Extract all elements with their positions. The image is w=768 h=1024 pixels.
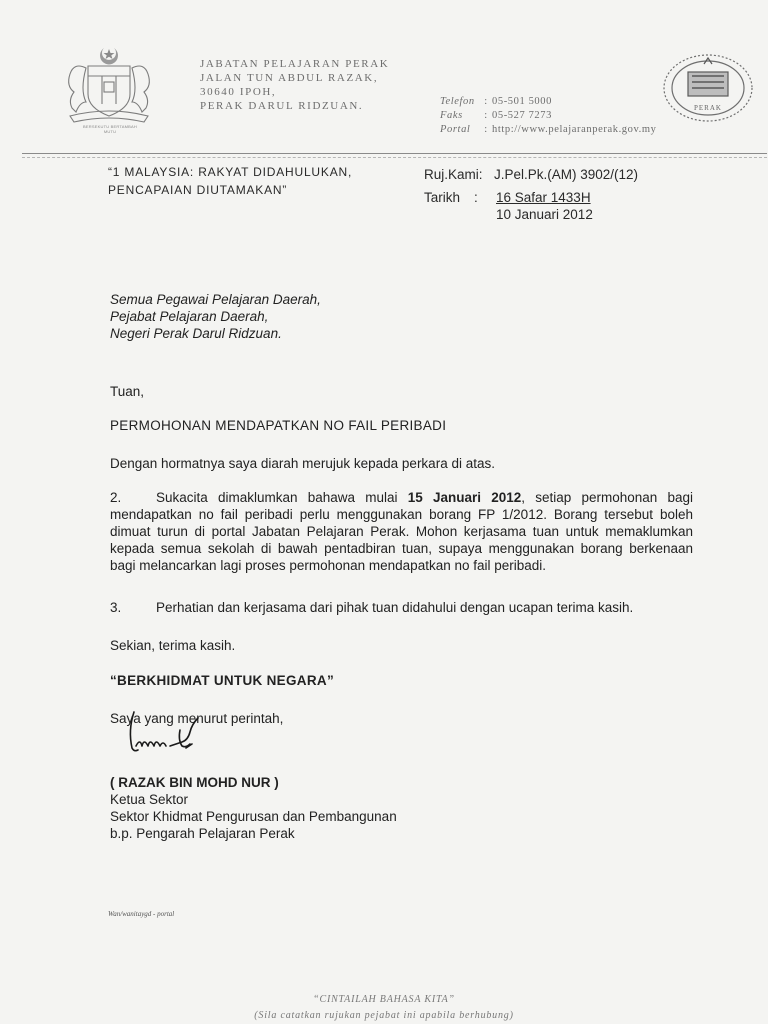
- contact-telefon: Telefon : 05-501 5000: [440, 96, 552, 107]
- recipient-line-3: Negeri Perak Darul Ridzuan.: [110, 326, 282, 341]
- contact-faks: Faks : 05-527 7273: [440, 110, 552, 121]
- letterhead-divider: [22, 153, 767, 154]
- tarikh-masihi: 10 Januari 2012: [496, 207, 593, 222]
- recipient-block: [110, 291, 321, 342]
- paragraph-3-number: 3.: [110, 600, 122, 615]
- tarikh-label: Tarikh: [424, 190, 461, 205]
- paragraph-2: [110, 489, 693, 574]
- letterhead-contact: [440, 95, 657, 137]
- letterhead-divider-dashed: [22, 157, 767, 158]
- ruj-label: Ruj.Kami:: [424, 167, 483, 182]
- signatory-title-2: Sektor Khidmat Pengurusan dan Pembangunan: [110, 809, 397, 824]
- service-motto: “BERKHIDMAT UNTUK NEGARA”: [110, 673, 334, 688]
- signatory-block: [110, 774, 397, 842]
- faks-value: 05-527 7273: [492, 110, 552, 121]
- signatory-name: ( RAZAK BIN MOHD NUR ): [110, 775, 279, 790]
- ruj-value: J.Pel.Pk.(AM) 3902/(12): [494, 167, 639, 182]
- paragraph-2-text-before: Sukacita dimaklumkan bahawa mulai: [156, 490, 408, 505]
- contact-portal: Portal : http://www.pelajaranperak.gov.my: [440, 124, 657, 135]
- sign-off: Saya yang menurut perintah,: [110, 711, 284, 726]
- footer-line-1: “CINTAILAH BAHASA KITA”: [313, 994, 455, 1005]
- emblem-caption: BERSEKUTU BERTAMBAH MUTU: [83, 124, 137, 134]
- paragraph-3: [110, 599, 633, 616]
- portal-value: http://www.pelajaranperak.gov.my: [492, 124, 657, 135]
- tarikh-row: [424, 189, 744, 206]
- address-line-state: PERAK DARUL RIDZUAN.: [200, 100, 364, 112]
- salutation: Tuan,: [110, 384, 145, 399]
- slogan-line-1: “1 MALAYSIA: RAKYAT DIDAHULUKAN,: [108, 165, 353, 179]
- perak-logo-text: PERAK: [694, 104, 722, 112]
- faks-label: Faks: [440, 110, 463, 121]
- file-note: Wan/wanitaygd - portal: [108, 910, 175, 918]
- letterhead-address: [200, 57, 389, 113]
- closing-line: Sekian, terima kasih.: [110, 638, 236, 653]
- address-line-postcode: 30640 IPOH,: [200, 86, 277, 98]
- paragraph-2-text-after: , setiap permohonan bagi mendapatkan no fail peribadi perlu menggunakan borang FP 1/2012. Borang tersebut boleh dimuat turun di portal Jabatan Pelajaran Perak. Mohon kerjasama tuan untuk memaklumkan kepada semua sekolah di bawah pentadbiran tuan, supaya menggunakan borang berkenaan bagi melancarkan lagi proses permohonan mendapatkan no fail peribadi.: [110, 490, 694, 573]
- address-line-department: JABATAN PELAJARAN PERAK: [200, 58, 390, 70]
- recipient-line-2: Pejabat Pelajaran Daerah,: [110, 309, 269, 324]
- slogan-line-2: PENCAPAIAN DIUTAMAKAN”: [108, 183, 288, 197]
- telefon-label: Telefon: [440, 96, 475, 107]
- reference-block: [424, 166, 744, 223]
- address-line-street: JALAN TUN ABDUL RAZAK,: [200, 72, 379, 84]
- portal-label: Portal: [440, 124, 471, 135]
- reference-row: [424, 166, 744, 189]
- paragraph-1: Dengan hormatnya saya diarah merujuk kepada perkara di atas.: [110, 456, 495, 471]
- slogan: [108, 163, 352, 199]
- paragraph-3-text: Perhatian dan kerjasama dari pihak tuan didahului dengan ucapan terima kasih.: [156, 600, 634, 615]
- footer-line-2: (Sila catatkan rujukan pejabat ini apabila berhubung): [254, 1010, 514, 1021]
- signatory-title-3: b.p. Pengarah Pelajaran Perak: [110, 826, 295, 841]
- handwritten-signature: [112, 706, 222, 770]
- subject-heading: PERMOHONAN MENDAPATKAN NO FAIL PERIBADI: [110, 418, 447, 433]
- recipient-line-1: Semua Pegawai Pelajaran Daerah,: [110, 292, 321, 307]
- coat-of-arms-emblem: [52, 44, 164, 128]
- tarikh-colon: :: [474, 190, 478, 205]
- signatory-title-1: Ketua Sektor: [110, 792, 189, 807]
- paragraph-2-date: 15 Januari 2012: [407, 490, 522, 505]
- tarikh-masihi-row: [424, 206, 744, 223]
- telefon-value: 05-501 5000: [492, 96, 552, 107]
- tarikh-hijri: 16 Safar 1433H: [496, 190, 591, 205]
- paragraph-2-number: 2.: [110, 490, 122, 505]
- paragraph-2-body: [110, 489, 693, 574]
- perak-education-logo: [660, 52, 756, 124]
